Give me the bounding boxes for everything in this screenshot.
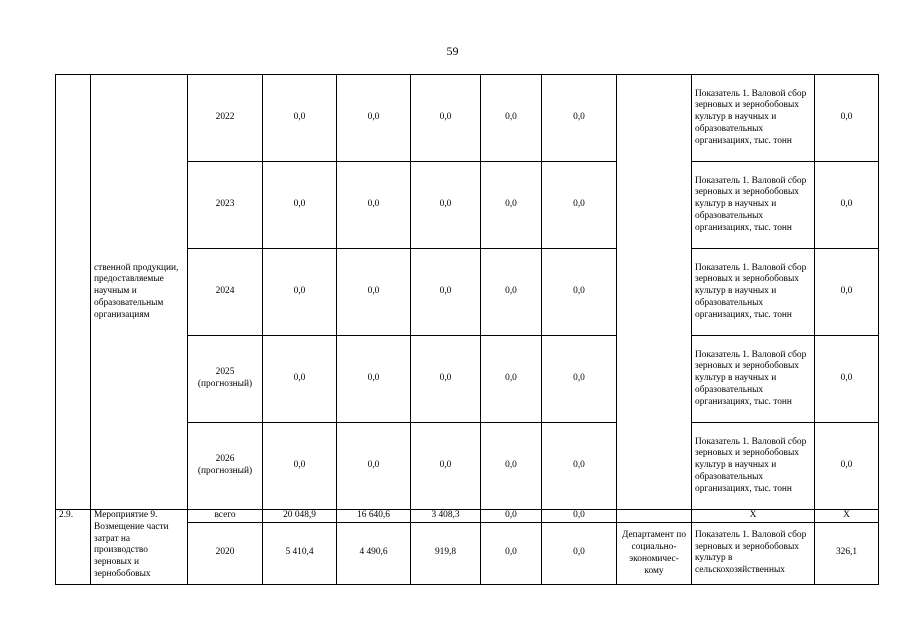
measure-name-cell: ственной продукции, предоставляемые научным и образовательным организациям bbox=[91, 75, 188, 510]
measure-number-cell bbox=[56, 75, 91, 510]
executor-cell bbox=[617, 75, 692, 510]
value-cell: 0,0 bbox=[542, 423, 617, 510]
value-cell: 0,0 bbox=[337, 249, 411, 336]
value-cell: 919,8 bbox=[411, 522, 481, 584]
value-cell: 0,0 bbox=[542, 522, 617, 584]
value-cell: 0,0 bbox=[411, 162, 481, 249]
value-cell: 0,0 bbox=[481, 423, 542, 510]
value-cell: 0,0 bbox=[542, 336, 617, 423]
total-label-cell: всего bbox=[188, 510, 263, 523]
value-cell: 0,0 bbox=[337, 423, 411, 510]
value-cell: 0,0 bbox=[481, 75, 542, 162]
value-cell: 0,0 bbox=[481, 336, 542, 423]
value-cell: 0,0 bbox=[542, 249, 617, 336]
program-measures-table bbox=[55, 74, 879, 585]
year-cell: 2026 (прогнозный) bbox=[188, 423, 263, 510]
target-value-cell: 0,0 bbox=[815, 249, 879, 336]
value-cell: 0,0 bbox=[481, 249, 542, 336]
value-cell: 0,0 bbox=[542, 75, 617, 162]
executor-cell: Департамент по социально-экономичес-кому bbox=[617, 522, 692, 584]
value-cell: 0,0 bbox=[263, 249, 337, 336]
year-cell: 2023 bbox=[188, 162, 263, 249]
indicator-cell: Показатель 1. Валовой сбор зерновых и зернобобовых культур в научных и образовательных организациях, тыс. тонн bbox=[692, 249, 815, 336]
target-value-cell: 0,0 bbox=[815, 423, 879, 510]
value-cell: 0,0 bbox=[337, 162, 411, 249]
measure-number-cell: 2.9. bbox=[56, 510, 91, 585]
target-value-cell: 0,0 bbox=[815, 336, 879, 423]
value-cell: 0,0 bbox=[411, 75, 481, 162]
value-cell: 0,0 bbox=[542, 162, 617, 249]
year-cell: 2020 bbox=[188, 522, 263, 584]
target-value-cell: 0,0 bbox=[815, 162, 879, 249]
value-cell: 0,0 bbox=[411, 423, 481, 510]
target-value-cell: Х bbox=[815, 510, 879, 523]
value-cell: 0,0 bbox=[263, 162, 337, 249]
value-cell: 0,0 bbox=[481, 522, 542, 584]
value-cell: 0,0 bbox=[542, 510, 617, 523]
value-cell: 0,0 bbox=[263, 423, 337, 510]
year-cell: 2024 bbox=[188, 249, 263, 336]
indicator-cell: Показатель 1. Валовой сбор зерновых и зернобобовых культур в научных и образовательных организациях, тыс. тонн bbox=[692, 336, 815, 423]
indicator-cell: Показатель 1. Валовой сбор зерновых и зернобобовых культур в научных и образовательных организациях, тыс. тонн bbox=[692, 162, 815, 249]
indicator-cell: Показатель 1. Валовой сбор зерновых и зернобобовых культур в сельскохозяйственных bbox=[692, 522, 815, 584]
value-cell: 0,0 bbox=[411, 249, 481, 336]
value-cell: 0,0 bbox=[481, 510, 542, 523]
value-cell: 4 490,6 bbox=[337, 522, 411, 584]
value-cell: 0,0 bbox=[337, 75, 411, 162]
page-number: 59 bbox=[446, 44, 459, 58]
executor-cell bbox=[617, 510, 692, 523]
year-cell: 2025 (прогнозный) bbox=[188, 336, 263, 423]
value-cell: 3 408,3 bbox=[411, 510, 481, 523]
value-cell: 0,0 bbox=[263, 336, 337, 423]
indicator-cell: Х bbox=[692, 510, 815, 523]
value-cell: 16 640,6 bbox=[337, 510, 411, 523]
value-cell: 0,0 bbox=[337, 336, 411, 423]
value-cell: 5 410,4 bbox=[263, 522, 337, 584]
target-value-cell: 0,0 bbox=[815, 75, 879, 162]
year-cell: 2022 bbox=[188, 75, 263, 162]
table-row bbox=[56, 75, 879, 162]
value-cell: 20 048,9 bbox=[263, 510, 337, 523]
value-cell: 0,0 bbox=[481, 162, 542, 249]
indicator-cell: Показатель 1. Валовой сбор зерновых и зернобобовых культур в научных и образовательных организациях, тыс. тонн bbox=[692, 75, 815, 162]
indicator-cell: Показатель 1. Валовой сбор зерновых и зернобобовых культур в научных и образовательных организациях, тыс. тонн bbox=[692, 423, 815, 510]
table-row-total bbox=[56, 510, 879, 523]
measure-name-cell: Мероприятие 9. Возмещение части затрат на производство зерновых и зернобобовых bbox=[91, 510, 188, 585]
forecast-note: (прогнозный) bbox=[197, 466, 253, 476]
forecast-note: (прогнозный) bbox=[197, 379, 253, 389]
value-cell: 0,0 bbox=[411, 336, 481, 423]
value-cell: 0,0 bbox=[263, 75, 337, 162]
target-value-cell: 326,1 bbox=[815, 522, 879, 584]
